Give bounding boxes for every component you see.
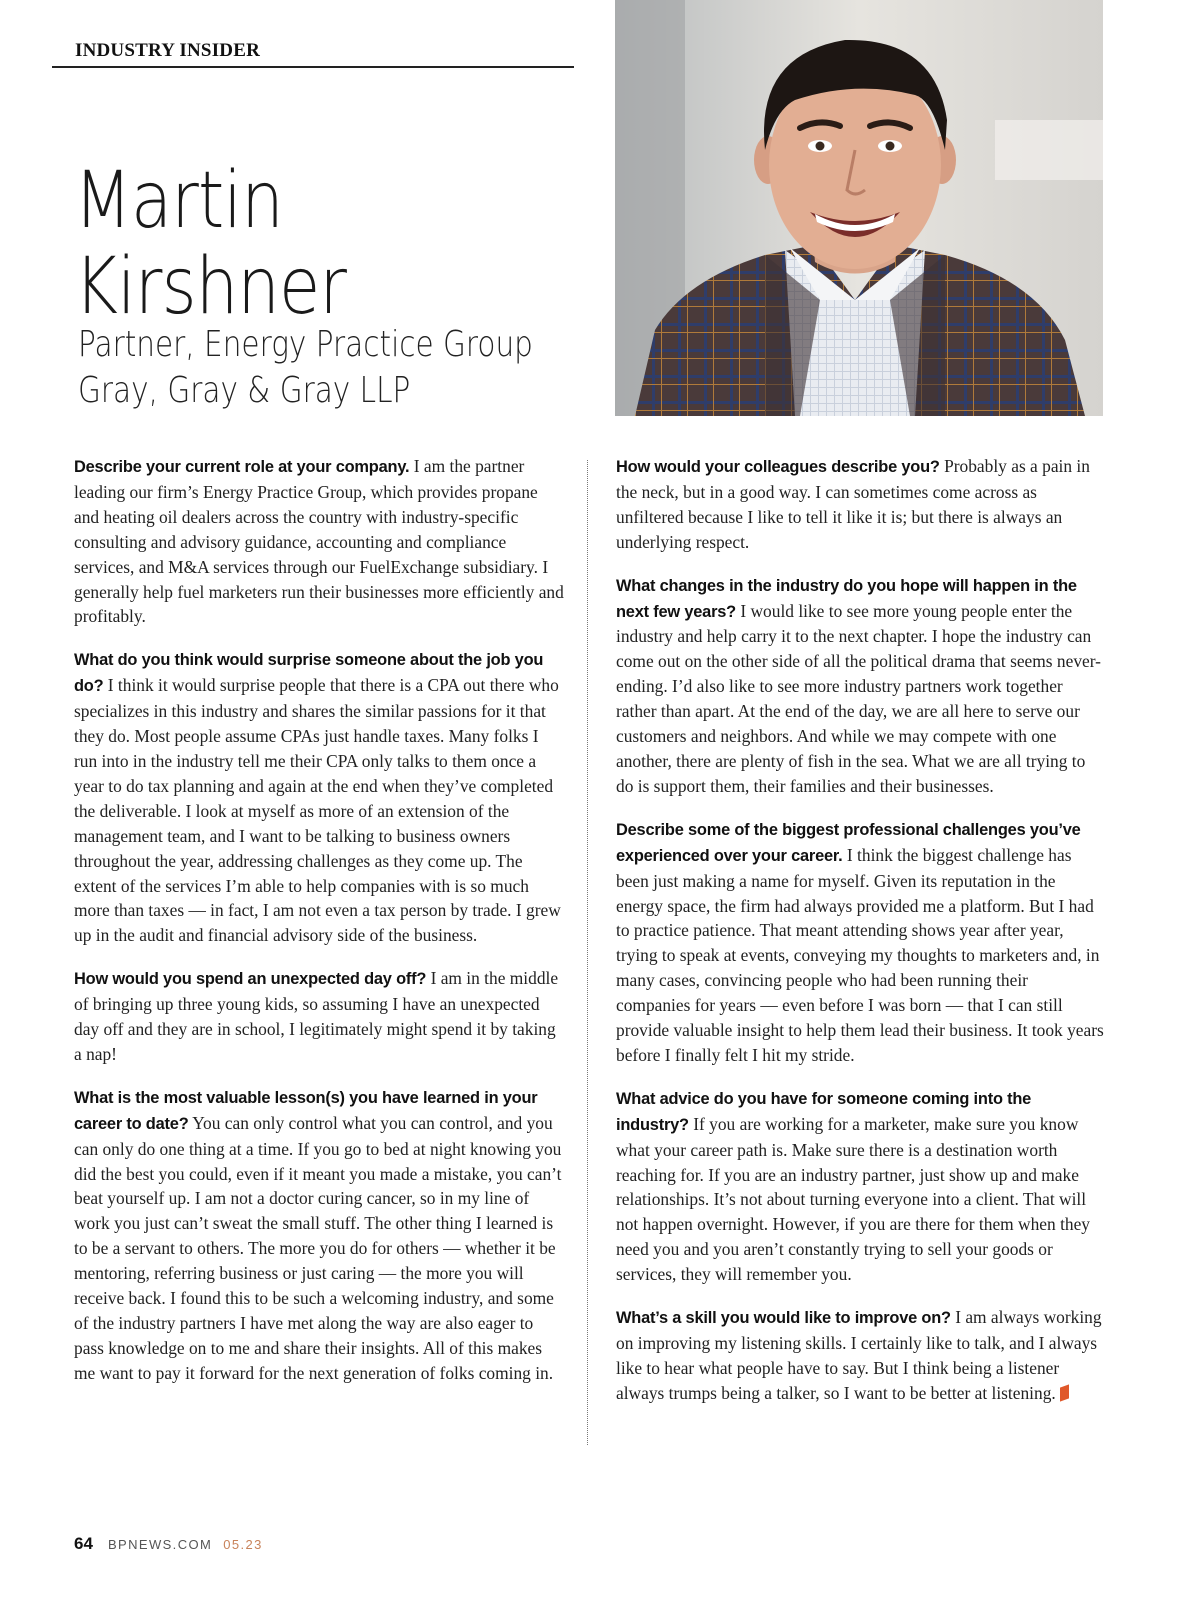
question: How would you spend an unexpected day off? (74, 970, 427, 989)
answer: Probably as a pain in the neck, but in a good way. I can sometimes come across as unfiltered because I like to tell it like it is; but there is always an underlying respect. (616, 456, 1090, 552)
end-mark-icon (1060, 1384, 1069, 1401)
portrait-photo (615, 0, 1103, 416)
answer: I am in the middle of bringing up three young kids, so assuming I have an unexpected day off and they are in school, I legitimately might spend it by taking a nap! (74, 968, 559, 1064)
company-name: Gray, Gray & Gray LLP (78, 370, 411, 411)
question: What do you think would surprise someone about the job you do? (74, 651, 544, 696)
first-name: Martin (74, 156, 283, 246)
left-column (74, 454, 564, 1404)
question: Describe some of the biggest professional challenges you’ve experienced over your career. (616, 820, 1081, 865)
section-label: INDUSTRY INSIDER (75, 40, 261, 61)
answer: I am the partner leading our firm’s Energy Practice Group, which provides propane and heating oil dealers across the country with industry-specific consulting and advisory guidance, accounting and compliance services, and M&A services through our FuelExchange subsidiary. I generally help fuel marketers run their businesses more efficiently and profitably. (74, 456, 564, 627)
answer: I think it would surprise people that there is a CPA out there who specializes in this industry and shares the similar passions for it that they do. Most people assume CPAs just handle taxes. Many folks I run into in the industry tell me their CPA only talks to them once a year to do tax planning and again at the end when they’ve completed the deliverable. I look at myself as more of an extension of the management team, and I want to be talking to business owners throughout the year, addressing challenges as they come up. The extent of the services I’m able to help companies with is so much more than taxes — in fact, I am not even a tax person by trade. I grew up in the audit and financial advisory side of the business. (74, 675, 561, 946)
answer: I would like to see more young people enter the industry and help carry it to the next chapter. I hope the industry can come out on the other side of all the political drama that seems never-ending. I’d also like to see more industry partners work together rather than apart. At the end of the day, we are all here to serve our customers and neighbors. And while we may compete with one another, there are plenty of fish in the sea. What we are all trying to do is support them, their families and their businesses. (616, 600, 1101, 796)
job-title: Partner, Energy Practice Group (78, 324, 533, 365)
qa-item (616, 1305, 1106, 1406)
right-column (616, 454, 1106, 1424)
answer: If you are working for a marketer, make sure you know what your career path is. Make sure there is a destination worth reaching for. If you are an industry partner, just show up and make relationships. It’s not about turning everyone into a client. That will not happen overnight. However, if you are there for them when they need you and you aren’t constantly trying to sell your goods or services, they will remember you. (616, 1113, 1091, 1285)
qa-item (74, 1085, 564, 1386)
question: Describe your current role at your company. (74, 458, 410, 476)
page-footer (74, 1534, 263, 1554)
answer: I think the biggest challenge has been just making a name for myself. Given its reputation in the energy space, the firm had always provided me a platform. But I had to practice patience. That meant attending shows year after year, trying to speak at events, conveying my thoughts to marketers and, in many cases, convincing people who had been running their companies for years — even before I was born — that I can still provide valuable insight to help them lead their business. It took years before I finally felt I hit my stride. (616, 844, 1104, 1065)
answer: You can only control what you can control, and you can only do one thing at a time. If you go to bed at night knowing you did the best you could, even if it meant you made a mistake, you can’t beat yourself up. I am not a doctor curing cancer, so in my line of work you just can’t sweat the small stuff. The other thing I learned is to be a servant to others. The more you do for others — whether it be mentoring, referring business or just caring — the more you will receive back. I found this to be such a welcoming industry, and some of the industry partners I have met along the way are also eager to pass knowledge on to me and share their insights. All of this makes me want to pay it forward for the next generation of folks coming in. (74, 1112, 562, 1383)
page-number: 64 (74, 1534, 93, 1553)
qa-item (74, 647, 564, 948)
section-divider (52, 66, 574, 68)
qa-item (616, 573, 1106, 799)
question: What is the most valuable lesson(s) you have learned in your career to date? (74, 1088, 538, 1133)
column-divider (587, 460, 588, 1445)
qa-item (74, 966, 564, 1067)
qa-item (74, 454, 564, 629)
profile-name (74, 158, 346, 330)
question: What advice do you have for someone coming into the industry? (616, 1089, 1032, 1134)
qa-item (616, 454, 1106, 555)
answer: I am always working on improving my listening skills. I certainly like to talk, and I always like to hear what people have to say. But I think being a listener always trumps being a talker, so I want to be better at listening. (616, 1307, 1102, 1403)
portrait-illustration (615, 0, 1103, 416)
issue-date: 05.23 (223, 1537, 263, 1552)
question: What changes in the industry do you hope will happen in the next few years? (616, 576, 1077, 621)
question: How would your colleagues describe you? (616, 458, 940, 476)
last-name: Kirshner (74, 242, 347, 332)
question: What’s a skill you would like to improve on? (616, 1309, 951, 1328)
profile-subtitle (78, 322, 533, 414)
qa-item (616, 1086, 1106, 1287)
site-link[interactable]: BPNEWS.COM (107, 1537, 213, 1552)
qa-item (616, 817, 1106, 1068)
